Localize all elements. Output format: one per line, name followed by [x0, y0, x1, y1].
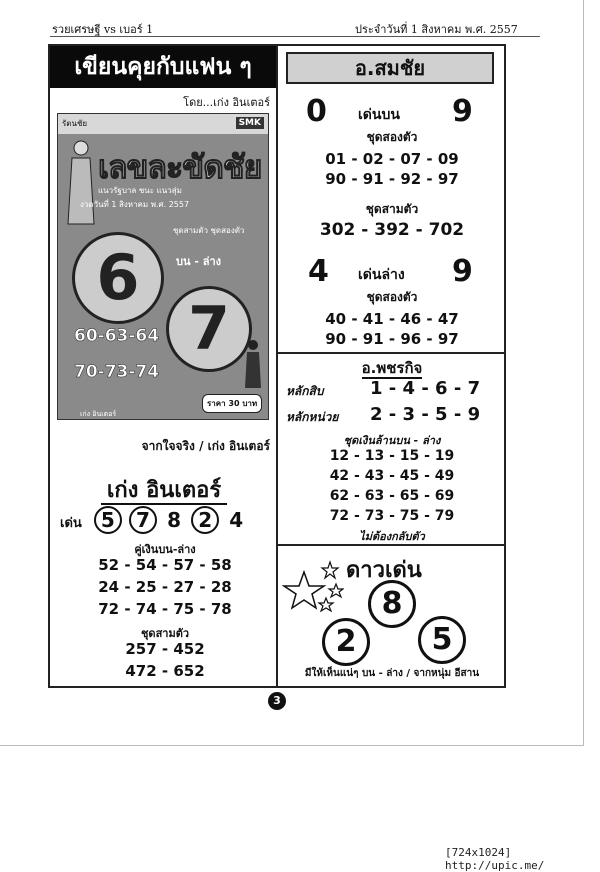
- bottom-lead-left: 4: [308, 254, 329, 289]
- top-triples-label: ชุดสามตัว: [365, 202, 419, 216]
- triples-row: 257 - 452: [125, 640, 205, 658]
- column-banner: เขียนคุยกับแฟน ๆ: [50, 46, 276, 88]
- section-title-phachara: [282, 356, 502, 380]
- pairs-label: คู่เงินบน-ล่าง: [134, 543, 196, 556]
- star-footer: มีให้เห็นแน่ๆ บน - ล่าง / จากหนุ่ม อีสาน: [304, 668, 480, 679]
- pairs-row: 24 - 25 - 27 - 28: [98, 578, 232, 596]
- cover-title: เลขละขัดชัย: [98, 148, 262, 186]
- cover-digit-a: 6: [72, 232, 164, 324]
- units-label: หลักหน่วย: [286, 410, 339, 424]
- bottom-lead-right: 9: [452, 254, 473, 289]
- units-digits: 2 - 3 - 5 - 9: [370, 404, 481, 425]
- page-edge-right: [583, 0, 584, 745]
- cover-price: ราคา 30 บาท: [202, 394, 262, 413]
- image-size-tag: [724x1024] http://upic.me/: [445, 846, 545, 872]
- star-cluster-icon: [282, 560, 344, 612]
- pairs-row: 52 - 54 - 57 - 58: [98, 556, 232, 574]
- star-digit: 5: [418, 616, 466, 664]
- byline: โดย...เก่ง อินเตอร์: [183, 96, 270, 109]
- header-rule: [50, 36, 540, 37]
- lead-label: เด่น: [60, 516, 82, 531]
- author-name: [58, 472, 270, 507]
- page-edge-bottom: [0, 745, 584, 746]
- section-title-somchai: อ.สมชัย: [286, 52, 494, 84]
- sets-note: ไม่ต้องกลับตัว: [359, 530, 425, 543]
- lead-digit: 5: [94, 506, 122, 534]
- lead-digit: 2: [191, 506, 219, 534]
- cover-subtitle: แนวรัฐบาล ชนะ แนวสุ่ม: [98, 186, 182, 195]
- lead-digits-row: [60, 506, 276, 536]
- cover-digit-b: 7: [166, 286, 252, 372]
- person-figure-icon: [242, 338, 264, 390]
- lead-digit: 8: [167, 508, 182, 532]
- section-title-star: ดาวเด่น: [346, 558, 422, 583]
- cover-date: งวดวันที่ 1 สิงหาคม พ.ศ. 2557: [80, 200, 190, 209]
- deity-figure-icon: [64, 136, 98, 226]
- sets-row: 12 - 13 - 15 - 19: [329, 448, 455, 464]
- lead-digit: 7: [129, 506, 157, 534]
- sets-row: 42 - 43 - 45 - 49: [329, 468, 455, 484]
- triples-label: ชุดสามตัว: [140, 627, 190, 640]
- pairs-row: 72 - 74 - 75 - 78: [98, 600, 232, 618]
- top-triples-row: 302 - 392 - 702: [319, 220, 465, 240]
- header-right: ประจำวันที่ 1 สิงหาคม พ.ศ. 2557: [355, 23, 518, 36]
- cover-set-label: ชุดสามตัว ชุดสองตัว: [173, 226, 245, 235]
- cover-numbers-1: 60-63-64: [74, 326, 160, 346]
- section-divider-1: [278, 352, 504, 354]
- top-pairs-label: ชุดสองตัว: [366, 130, 418, 144]
- cover-footer: เก่ง อินเตอร์: [80, 410, 117, 418]
- bottom-lead-label: เด่นล่าง: [358, 267, 405, 283]
- top-pairs-row: 01 - 02 - 07 - 09: [325, 150, 459, 168]
- column-divider: [276, 44, 278, 688]
- star-digit: 8: [368, 580, 416, 628]
- magazine-cover: [57, 113, 269, 420]
- sets-row: 62 - 63 - 65 - 69: [329, 488, 455, 504]
- top-lead-left: 0: [306, 94, 327, 129]
- top-lead-label: เด่นบน: [358, 107, 400, 123]
- star-digit: 2: [322, 618, 370, 666]
- lead-digit: 4: [229, 508, 244, 532]
- header-left: รวยเศรษฐี vs เบอร์ 1: [52, 23, 154, 36]
- top-pairs-row: 90 - 91 - 92 - 97: [325, 170, 459, 188]
- tens-label: หลักสิบ: [286, 384, 324, 398]
- cover-upper-lower: บน - ล่าง: [176, 255, 222, 268]
- tens-digits: 1 - 4 - 6 - 7: [370, 378, 481, 399]
- cover-brand: SMK: [236, 117, 264, 129]
- bottom-pairs-row: 40 - 41 - 46 - 47: [325, 310, 459, 328]
- top-lead-right: 9: [452, 94, 473, 129]
- sets-row: 72 - 73 - 75 - 79: [329, 508, 455, 524]
- triples-row: 472 - 652: [125, 662, 205, 680]
- bottom-pairs-row: 90 - 91 - 96 - 97: [325, 330, 459, 348]
- sets-label: ชุดเงินล้านบน - ล่าง: [343, 434, 441, 447]
- page-number: 3: [268, 692, 286, 710]
- author-name-text: เก่ง อินเตอร์: [101, 478, 227, 505]
- cover-top-strip: รัตนชัย: [58, 114, 268, 134]
- section-title-phachara-text: อ.พชรกิจ: [361, 359, 423, 377]
- bottom-pairs-label: ชุดสองตัว: [366, 290, 418, 304]
- caption: จากใจจริง / เก่ง อินเตอร์: [141, 439, 270, 453]
- cover-numbers-2: 70-73-74: [74, 362, 160, 382]
